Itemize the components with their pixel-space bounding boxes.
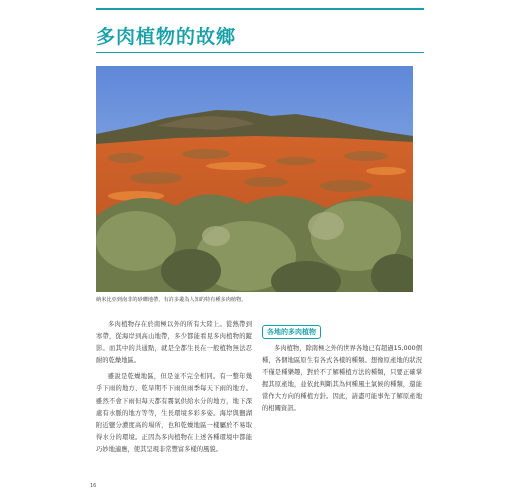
right-column bbox=[262, 319, 422, 420]
body-paragraph: 多肉植物存在於南極以外的所有大陸上。從熱帶到寒帶，從海岸到高山地帶，多少都能看見多肉植物的蹤影。而其中的共通點，就是全都生長在一般植物無法忍耐的乾燥地區。 bbox=[96, 321, 252, 365]
top-rule bbox=[96, 8, 424, 10]
body-paragraph: 多肉植物，除南極之外的世界各地已有超過15,000個種，各個地區原生有各式各樣的種類。想像原產地的狀況不僅是種樂趣，對於不了解種植方法的種類，只要正確掌握其原產地，並依此判斷其為何種風土氣候的種類，還能當作大方向的種植方針。因此，請盡可能事先了解原產地的相關資訊。 bbox=[262, 345, 422, 413]
title-band bbox=[96, 25, 424, 53]
landscape-photo-image bbox=[96, 66, 413, 292]
page-title: 多肉植物的故鄉 bbox=[96, 26, 237, 48]
left-column bbox=[96, 319, 252, 460]
landscape-photo bbox=[96, 66, 413, 292]
body-paragraph: 雖說是乾燥地區，但是並不完全相同。有一整年幾乎下雨的地方、乾旱期不下雨但雨季每天下雨的地方。雖然不會下雨但每天都有霧氣供給水分的地方，地下深處有水脈的地方等等，生長環境多彩多姿。海岸與鹽湖附近鹽分濃度高的場所，也和乾燥地區一樣屬於不易取得水分的環境。正因為多肉植物在上述各種環境中都能巧妙地適應，使其呈現非常豐富多樣的風貌。 bbox=[96, 373, 252, 453]
photo-caption: 納米比亞到南非的砂礫地帶，有許多叢為人知的特有種多肉植物。 bbox=[96, 297, 247, 303]
section-heading: 各地的多肉植物 bbox=[262, 325, 321, 339]
page-number: 16 bbox=[90, 483, 97, 489]
